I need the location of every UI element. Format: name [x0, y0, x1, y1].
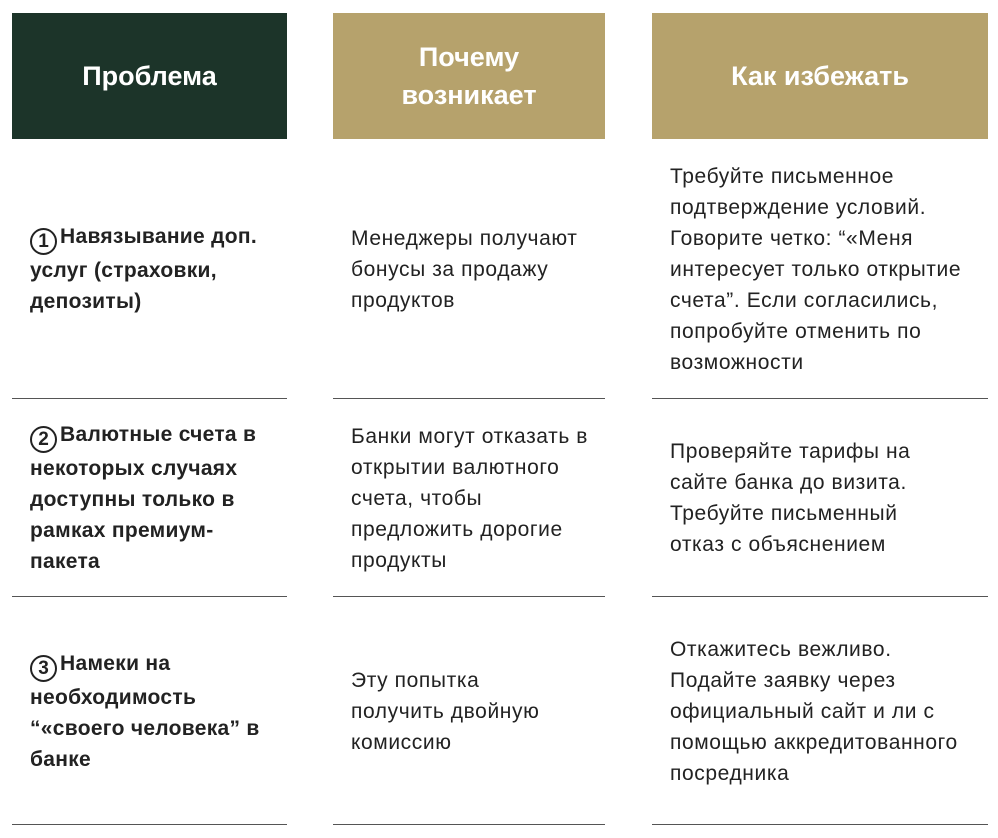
row-3-how-text: Откажитесь вежливо. Подайте заявку через официальный сайт и ли с помощью аккредитованного посредника: [670, 637, 958, 785]
row-3-problem-text: Намеки на необходимость “«своего человека” в банке: [30, 651, 260, 771]
row-1-why: [351, 140, 601, 398]
row-divider: [333, 398, 605, 399]
row-divider: [333, 824, 605, 825]
row-2-number-badge: 2: [30, 426, 57, 453]
row-2-problem-text: Валютные счета в некоторых случаях доступны только в рамках премиум-пакета: [30, 423, 257, 573]
header-how: [652, 13, 988, 139]
row-divider: [12, 596, 287, 597]
row-divider: [652, 596, 988, 597]
row-2-why: [351, 400, 601, 596]
header-problem: [12, 13, 287, 139]
row-3-number-badge: 3: [30, 655, 57, 682]
row-1-how-text: Требуйте письменное подтверждение условий. Говорите четко: “«Меня интересует только открытие счета”. Если согласились, попробуйте отменить по возможности: [670, 164, 962, 374]
row-divider: [652, 398, 988, 399]
row-1-problem-text: Навязывание доп. услуг (страховки, депозиты): [30, 225, 257, 313]
row-1-problem: [30, 140, 280, 398]
header-how-label: Как избежать: [731, 61, 909, 91]
row-1-number-badge: 1: [30, 228, 57, 255]
row-3-how: [670, 598, 988, 824]
row-2-how-text: Проверяйте тарифы на сайте банка до визита. Требуйте письменный отказ с объяснением: [670, 440, 911, 556]
row-divider: [333, 596, 605, 597]
header-why-label: Почему возникает: [401, 42, 537, 110]
row-divider: [12, 398, 287, 399]
row-1-why-text: Менеджеры получают бонусы за продажу продуктов: [351, 226, 578, 312]
row-2-why-text: Банки могут отказать в открытии валютного счета, чтобы предложить дорогие продукты: [351, 424, 589, 572]
row-2-how: [670, 400, 988, 596]
row-3-problem: [30, 598, 280, 824]
row-2-problem: [30, 400, 280, 596]
row-3-why-text: Эту попытка получить двойную комиссию: [351, 668, 540, 754]
row-divider: [12, 824, 287, 825]
header-problem-label: Проблема: [82, 61, 217, 91]
header-why: [333, 13, 605, 139]
row-3-why: [351, 598, 601, 824]
row-1-how: [670, 140, 988, 398]
row-divider: [652, 824, 988, 825]
